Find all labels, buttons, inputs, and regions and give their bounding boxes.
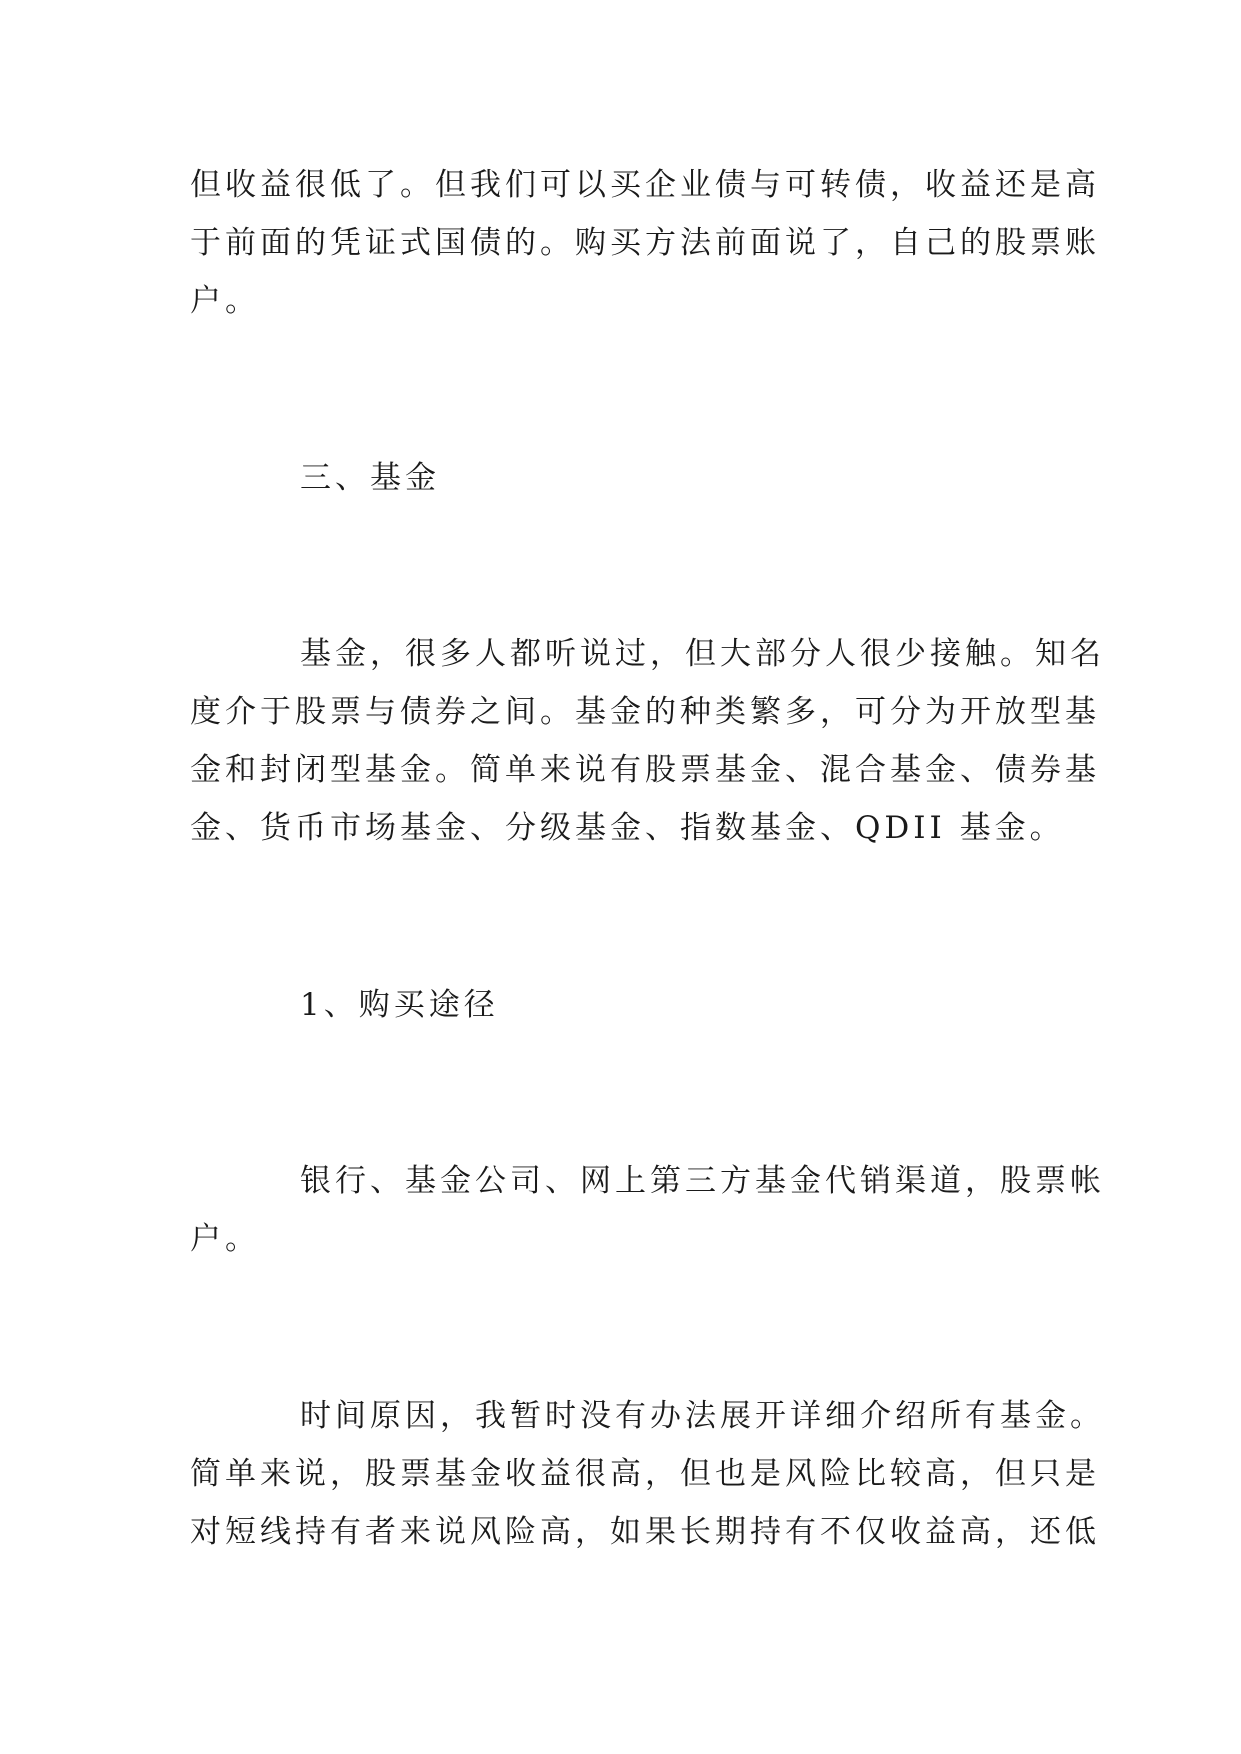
paragraph-4-line-3: 对短线持有者来说风险高，如果长期持有不仅收益高，还低 [190, 1514, 1100, 1550]
paragraph-1-line-3: 户。 [190, 283, 260, 319]
paragraph-4-line-1: 时间原因，我暂时没有办法展开详细介绍所有基金。 [300, 1398, 1105, 1434]
paragraph-3-line-2: 户。 [190, 1221, 260, 1257]
paragraph-2-line-4: 金、货币市场基金、分级基金、指数基金、QDII 基金。 [190, 810, 1065, 846]
paragraph-4-line-2: 简单来说，股票基金收益很高，但也是风险比较高，但只是 [190, 1456, 1100, 1492]
paragraph-2-line-1: 基金，很多人都听说过，但大部分人很少接触。知名 [300, 636, 1105, 672]
paragraph-1-line-1: 但收益很低了。但我们可以买企业债与可转债，收益还是高 [190, 167, 1100, 203]
paragraph-2-line-3: 金和封闭型基金。简单来说有股票基金、混合基金、债券基 [190, 752, 1100, 788]
section-heading-funds: 三、基金 [300, 460, 440, 496]
paragraph-2-line-2: 度介于股票与债券之间。基金的种类繁多，可分为开放型基 [190, 694, 1100, 730]
subheading-purchase-channels: 1、购买途径 [300, 987, 499, 1023]
paragraph-3-line-1: 银行、基金公司、网上第三方基金代销渠道，股票帐 [300, 1163, 1105, 1199]
paragraph-1-line-2: 于前面的凭证式国债的。购买方法前面说了，自己的股票账 [190, 225, 1100, 261]
